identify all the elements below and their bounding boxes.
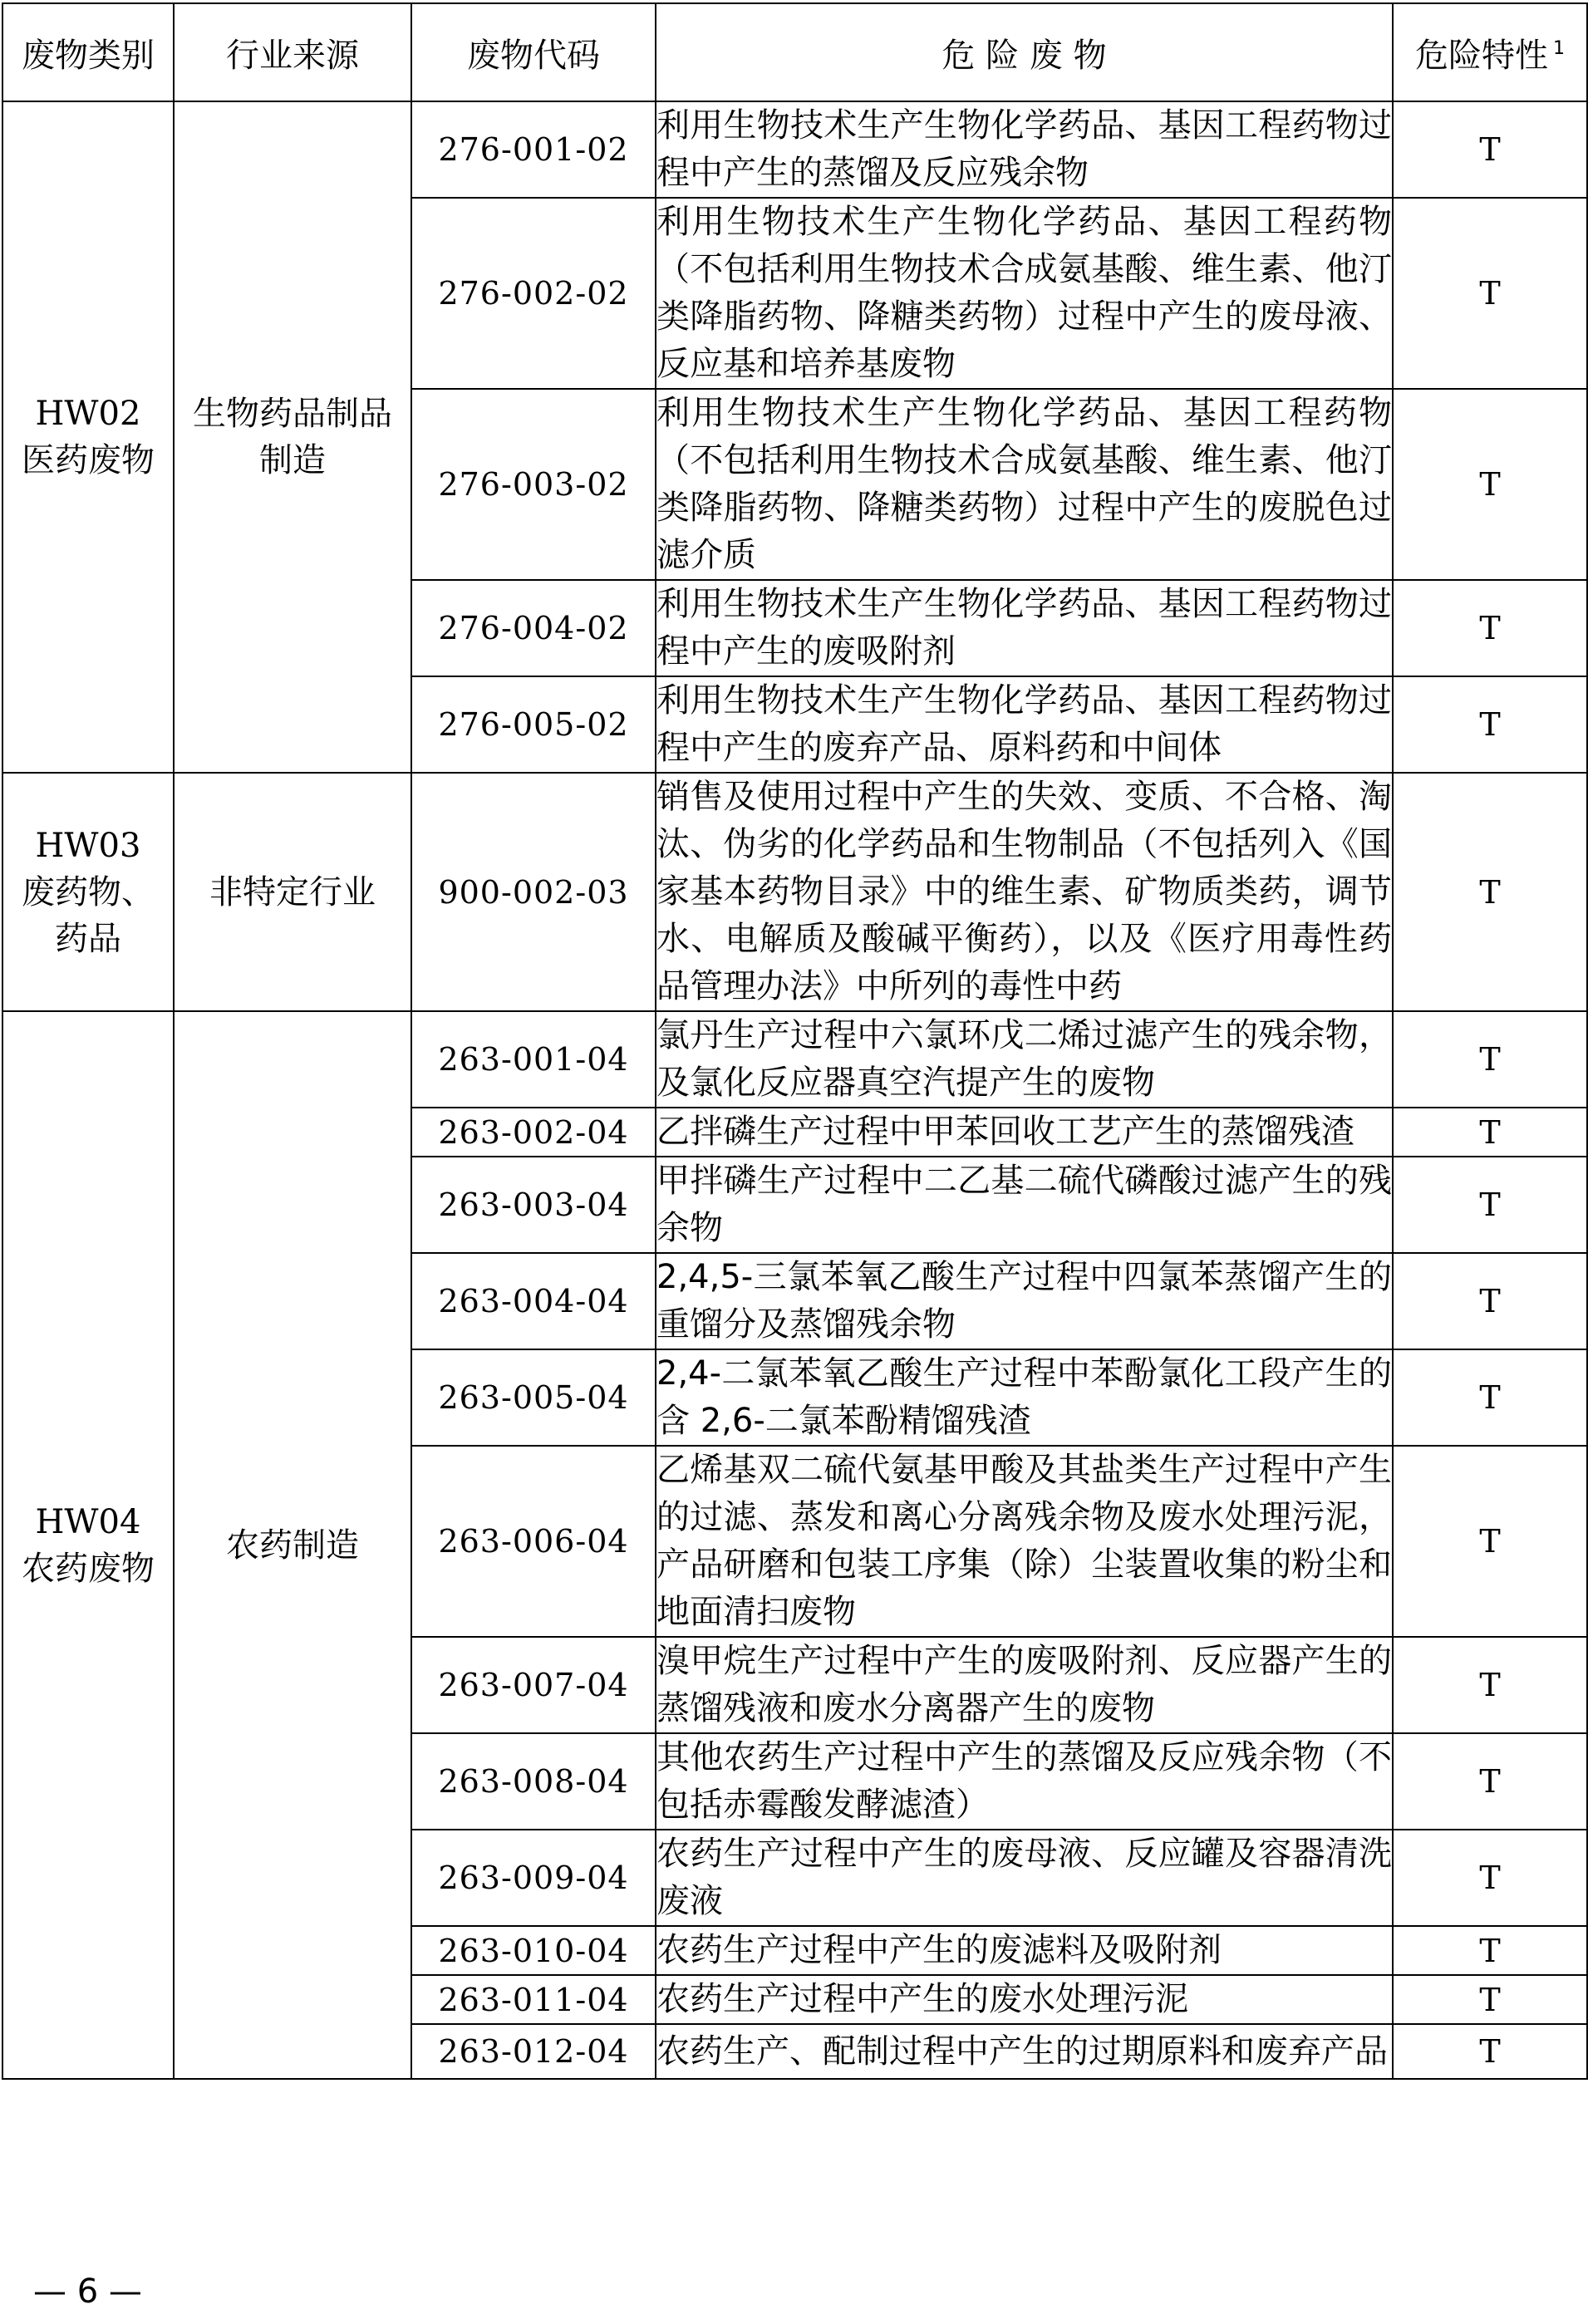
property-cell: T: [1393, 1926, 1587, 1975]
category-line: 农药废物: [22, 1549, 155, 1588]
description-cell: 乙拌磷生产过程中甲苯回收工艺产生的蒸馏残渣: [656, 1108, 1393, 1157]
code-cell: 263-002-04: [411, 1108, 656, 1157]
description-cell: 农药生产过程中产生的废滤料及吸附剂: [656, 1926, 1393, 1975]
description-cell: 利用生物技术生产生物化学药品、基因工程药物过程中产生的蒸馏及反应残余物: [656, 101, 1393, 198]
table-row: [2, 773, 1587, 1011]
property-cell: T: [1393, 101, 1587, 198]
description-cell: 溴甲烷生产过程中产生的废吸附剂、反应器产生的蒸馏残液和废水分离器产生的废物: [656, 1637, 1393, 1733]
header-category: 废物类别: [2, 3, 174, 101]
property-cell: T: [1393, 1975, 1587, 2024]
header-code: 废物代码: [411, 3, 656, 101]
property-cell: T: [1393, 1108, 1587, 1157]
header-property-label: 危险特性: [1415, 36, 1548, 75]
property-cell: T: [1393, 1157, 1587, 1253]
code-cell: 263-001-04: [411, 1011, 656, 1108]
code-cell: 276-004-02: [411, 580, 656, 676]
description-cell: 利用生物技术生产生物化学药品、基因工程药物（不包括利用生物技术合成氨基酸、维生素、他汀类降脂药物、降糖类药物）过程中产生的废脱色过滤介质: [656, 389, 1393, 580]
category-line: 废药物、: [22, 872, 155, 911]
category-cell: [2, 1011, 174, 2079]
header-row: [2, 3, 1587, 101]
description-cell: 利用生物技术生产生物化学药品、基因工程药物（不包括利用生物技术合成氨基酸、维生素、他汀类降脂药物、降糖类药物）过程中产生的废母液、反应基和培养基废物: [656, 198, 1393, 389]
description-cell: 2,4-二氯苯氧乙酸生产过程中苯酚氯化工段产生的含 2,6-二氯苯酚精馏残渣: [656, 1349, 1393, 1446]
property-cell: T: [1393, 1637, 1587, 1733]
page-number: — 6 —: [33, 2272, 142, 2311]
source-cell: [174, 773, 411, 1011]
code-cell: 263-005-04: [411, 1349, 656, 1446]
code-cell: 263-007-04: [411, 1637, 656, 1733]
property-cell: T: [1393, 580, 1587, 676]
table-row: [2, 101, 1587, 198]
description-cell: 农药生产过程中产生的废水处理污泥: [656, 1975, 1393, 2024]
property-cell: T: [1393, 198, 1587, 389]
description-cell: 农药生产、配制过程中产生的过期原料和废弃产品: [656, 2024, 1393, 2079]
description-cell: 2,4,5-三氯苯氧乙酸生产过程中四氯苯蒸馏产生的重馏分及蒸馏残余物: [656, 1253, 1393, 1349]
description-cell: 甲拌磷生产过程中二乙基二硫代磷酸过滤产生的残余物: [656, 1157, 1393, 1253]
property-cell: T: [1393, 1349, 1587, 1446]
description-cell: 氯丹生产过程中六氯环戊二烯过滤产生的残余物，及氯化反应器真空汽提产生的废物: [656, 1011, 1393, 1108]
source-line: 生物药品制品: [193, 395, 392, 433]
code-cell: 276-002-02: [411, 198, 656, 389]
source-cell: [174, 1011, 411, 2079]
property-cell: T: [1393, 1733, 1587, 1830]
table-body: [2, 101, 1587, 2079]
category-cell: [2, 773, 174, 1011]
code-cell: 263-004-04: [411, 1253, 656, 1349]
header-property-note: 1: [1553, 38, 1565, 60]
header-property: [1393, 3, 1587, 101]
category-line: HW04: [35, 1502, 141, 1541]
code-cell: 263-006-04: [411, 1446, 656, 1637]
description-cell: 农药生产过程中产生的废母液、反应罐及容器清洗废液: [656, 1830, 1393, 1926]
property-cell: T: [1393, 2024, 1587, 2079]
category-line: 药品: [55, 919, 121, 958]
description-cell: 乙烯基双二硫代氨基甲酸及其盐类生产过程中产生的过滤、蒸发和离心分离残余物及废水处理污泥，产品研磨和包装工序集（除）尘装置收集的粉尘和地面清扫废物: [656, 1446, 1393, 1637]
property-cell: T: [1393, 1830, 1587, 1926]
property-cell: T: [1393, 676, 1587, 773]
description-cell: 其他农药生产过程中产生的蒸馏及反应残余物（不包括赤霉酸发酵滤渣）: [656, 1733, 1393, 1830]
code-cell: 263-008-04: [411, 1733, 656, 1830]
property-cell: T: [1393, 1446, 1587, 1637]
source-cell: [174, 101, 411, 773]
header-waste: 危 险 废 物: [656, 3, 1393, 101]
table-row: [2, 1011, 1587, 1108]
source-line: 农药制造: [226, 1526, 359, 1565]
category-cell: [2, 101, 174, 773]
code-cell: 263-009-04: [411, 1830, 656, 1926]
source-line: 制造: [259, 441, 326, 479]
header-source: 行业来源: [174, 3, 411, 101]
hazardous-waste-table: [2, 2, 1588, 2080]
category-line: 医药废物: [22, 441, 155, 479]
property-cell: T: [1393, 1011, 1587, 1108]
description-cell: 利用生物技术生产生物化学药品、基因工程药物过程中产生的废弃产品、原料药和中间体: [656, 676, 1393, 773]
category-line: HW03: [35, 826, 141, 865]
source-line: 非特定行业: [209, 872, 376, 911]
code-cell: 276-005-02: [411, 676, 656, 773]
description-cell: 利用生物技术生产生物化学药品、基因工程药物过程中产生的废吸附剂: [656, 580, 1393, 676]
property-cell: T: [1393, 773, 1587, 1011]
code-cell: 263-011-04: [411, 1975, 656, 2024]
code-cell: 263-010-04: [411, 1926, 656, 1975]
category-line: HW02: [35, 395, 141, 433]
property-cell: T: [1393, 389, 1587, 580]
code-cell: 276-001-02: [411, 101, 656, 198]
code-cell: 263-012-04: [411, 2024, 656, 2079]
code-cell: 263-003-04: [411, 1157, 656, 1253]
description-cell: 销售及使用过程中产生的失效、变质、不合格、淘汰、伪劣的化学药品和生物制品（不包括列入《国家基本药物目录》中的维生素、矿物质类药，调节水、电解质及酸碱平衡药），以及《医疗用毒性药品管理办法》中所列的毒性中药: [656, 773, 1393, 1011]
code-cell: 900-002-03: [411, 773, 656, 1011]
property-cell: T: [1393, 1253, 1587, 1349]
code-cell: 276-003-02: [411, 389, 656, 580]
